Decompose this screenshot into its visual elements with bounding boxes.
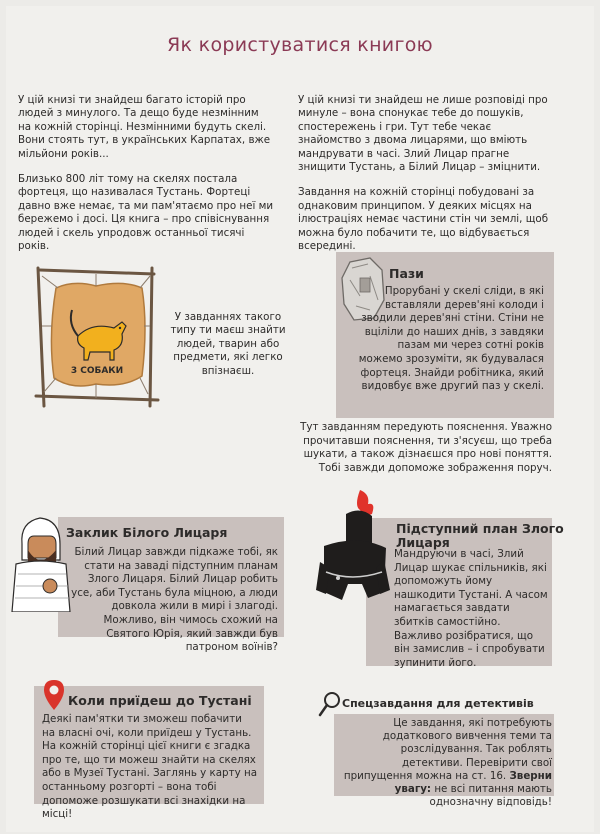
detective-note-text: не всі питання мають однозначну відповідь! [429, 783, 552, 809]
intro-right [298, 94, 554, 265]
magnifier-icon [318, 690, 342, 718]
page-title: Як користуватися книгою [167, 34, 433, 56]
intro-right-p2: Завдання на кожній сторінці побудовані за однаковим принципом. У деяких місцях на ілюстраціях немає частини стін чи землі, щоб можна було побачити те, що відбувається всередині. [298, 186, 549, 253]
knight-white-icon [10, 514, 72, 612]
detective-text [340, 717, 552, 809]
intro-left [18, 94, 274, 265]
task-example-label: 3 СОБАКИ [70, 366, 124, 376]
white-knight-text: Білий Лицар завжди підкаже тобі, як стати на заваді підступним планам Злого Лицаря. Білий Лицар робить усе, аби Тустань була міцною, а люди довкола жили в мирі і злагоді. Можливо, він чимось схожий на Святого Юрія, який завжди був патроном воїнів? [71, 546, 278, 654]
hide-frame-illustration [34, 266, 160, 408]
intro-left-p2: Близько 800 літ тому на скелях постала фортеця, що називалася Тустань. Фортеці давно вже немає, та ми пам'ятаємо про неї ми бережемо і досі. Ця книга – про співіснування людей і скель упродовж останньої тисячі років. [18, 173, 274, 253]
visit-title: Коли приїдеш до Тустані [68, 693, 252, 708]
detective-title: Спецзавдання для детективів [342, 697, 534, 710]
evil-knight-title: Підступний план Злого Лицаря [396, 521, 564, 550]
detective-note-label: Зверни увагу: [394, 769, 552, 796]
task-example-hint: У завданнях такого типу ти маєш знайти людей, тварин або предмети, які легко впізнаєш. [170, 311, 286, 377]
knight-evil-icon [312, 488, 392, 616]
detective-main-text: Це завдання, які потребують додаткового вивчення теми та розслідування. Так роблять детективи. Перевірити свої припущення можна на ст. 16. [343, 717, 552, 782]
map-pin-icon [42, 678, 66, 712]
pazy-title: Пази [389, 266, 424, 281]
white-knight-title: Заклик Білого Лицаря [66, 525, 228, 540]
intro-left-p1: У цій книзі ти знайдеш багато історій про людей з минулого. Та дещо буде незмінним на кожній сторінці. Незмінними будуть скелі. Вони стоять тут, в українських Карпатах, вже мільйони років... [18, 94, 271, 160]
pazy-text: Прорубані у скелі сліди, в які вставляли дерев'яні колоди і зводили дерев'яні стіни. Стіни не вціліли до наших днів, з завдяки пазам ми через сотні років можемо зрозуміти, як будувалася фортеця. Знайди робітника, який видовбує вже другий паз у скелі. [358, 285, 544, 393]
evil-knight-text: Мандруючи в часі, Злий Лицар шукає спільників, які допоможуть йому нашкодити Тустані. А часом намагається завдати збитків самостійно. Важливо розібратися, що він замислив – і спробувати зупинити його. [394, 548, 548, 669]
intro-right-p1: У цій книзі ти знайдеш не лише розповіді про минуле – вона спонукає тебе до пошуків, спостережень і гри. Тут тебе чекає знайомство з двома лицарями, що вміють мандрувати в часі. Злий Лицар прагне знищити Тустань, а Білий Лицар – зміцнити. [298, 94, 548, 174]
visit-text: Деякі пам'ятки ти зможеш побачити на власні очі, коли приїдеш у Тустань. На кожній сторінці цієї книги є згадка про те, що ти можеш знайти на скелях або в Музеї Тустані. Заглянь у карту на останньому розгорті – вона тобі допоможе розшукати всі знахідки на місці! [42, 713, 257, 821]
explanation-text: Тут завданням передують пояснення. Уважно прочитавши пояснення, ти з'ясуєш, що треба шукати, а також дізнаєшся про нові поняття. Тобі завжди допоможе зображення поруч. [300, 421, 552, 474]
